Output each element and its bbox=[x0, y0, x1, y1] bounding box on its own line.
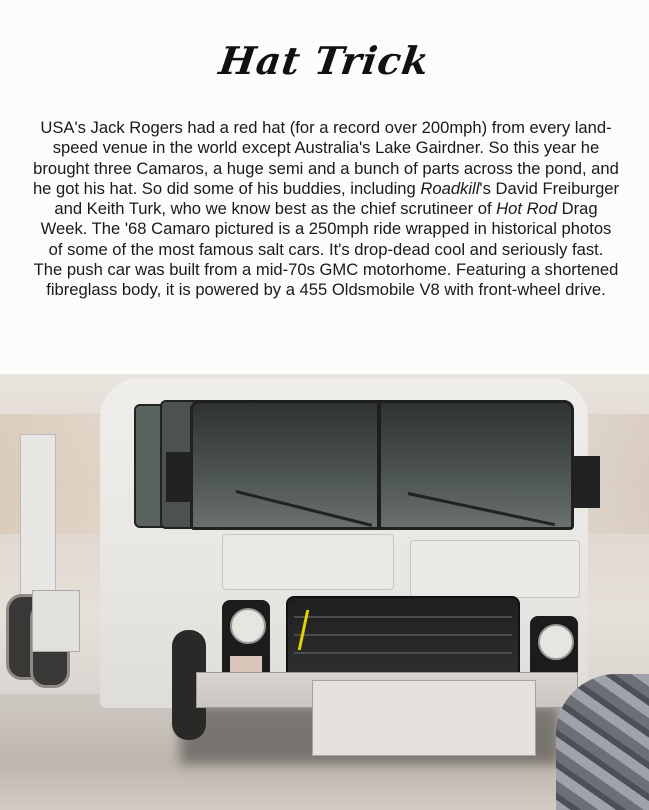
body-line: The push car was built from a mid-70s GMC motorhome. Featuring a shortened bbox=[33, 260, 619, 280]
camaro-rear bbox=[556, 674, 649, 810]
publication-name-hot-rod: Hot Rod bbox=[496, 199, 558, 219]
article-photo bbox=[0, 374, 649, 810]
headlamp bbox=[230, 608, 266, 644]
indicator-lamp bbox=[230, 656, 262, 672]
grille bbox=[286, 596, 520, 680]
headlamp bbox=[538, 624, 574, 660]
front-panel bbox=[222, 534, 394, 590]
publication-name-roadkill: Roadkill bbox=[420, 178, 480, 198]
front-panel bbox=[410, 540, 580, 598]
article-heading: Hat Trick bbox=[216, 38, 433, 83]
windshield-divider bbox=[377, 400, 381, 530]
side-mirror bbox=[166, 452, 192, 502]
grille-bar bbox=[294, 616, 512, 618]
side-mirror bbox=[574, 456, 600, 508]
body-text-run: he got his hat. So did some of his buddies, including bbox=[32, 178, 421, 198]
push-plate bbox=[312, 680, 536, 756]
grille-bar bbox=[294, 634, 512, 636]
body-line: Week. The '68 Camaro pictured is a 250mph ride wrapped in historical photos bbox=[40, 219, 612, 239]
body-text-run: Drag bbox=[557, 199, 598, 219]
body-line bbox=[6, 199, 646, 219]
grille-bar bbox=[294, 652, 512, 654]
body-line: speed venue in the world except Australia's Lake Gairdner. So this year he bbox=[52, 138, 600, 158]
body-line bbox=[6, 179, 646, 199]
body-text-run: 's David Freiburger bbox=[479, 178, 620, 198]
windshield bbox=[190, 400, 574, 530]
trailer-fender bbox=[32, 590, 80, 652]
body-line: of some of the most famous salt cars. It's drop-dead cool and seriously fast. bbox=[48, 239, 604, 259]
body-line: USA's Jack Rogers had a red hat (for a record over 200mph) from every land- bbox=[40, 118, 612, 137]
article-body bbox=[6, 118, 646, 301]
body-line: brought three Camaros, a huge semi and a bunch of parts across the pond, and bbox=[33, 158, 619, 178]
body-line: fibreglass body, it is powered by a 455 Oldsmobile V8 with front-wheel drive. bbox=[46, 280, 606, 300]
body-text-run: and Keith Turk, who we know best as the chief scrutineer of bbox=[54, 199, 497, 219]
